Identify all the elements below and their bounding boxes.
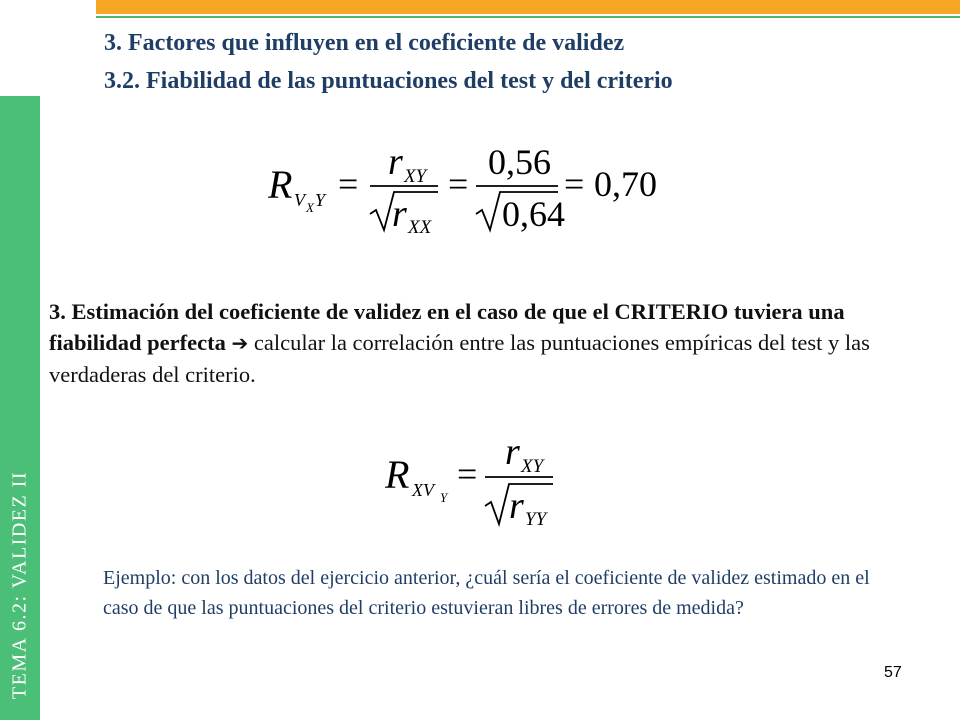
top-accent-rule (96, 16, 960, 18)
formula-1-equals-2: = (448, 164, 469, 204)
formula-2 (385, 428, 585, 538)
formula-1 (268, 140, 668, 240)
formula-1-lhs-main: R (268, 162, 293, 207)
formula-1-num1-main: r (388, 141, 403, 183)
sidebar-label: TEMA 6.2: VALIDEZ II (8, 470, 31, 700)
title-line-1: 3. Factores que influyen en el coeficiente de validez (104, 30, 625, 56)
formula-2-num-sub: XY (521, 456, 544, 477)
page-number: 57 (884, 664, 902, 681)
formula-1-lhs-sub: V (294, 190, 305, 210)
formula-2-lhs-subsub: Y (440, 490, 448, 505)
formula-1-lhs-subsub: X (306, 200, 314, 215)
formula-2-equals: = (457, 454, 478, 494)
formula-2-den-main: r (509, 485, 524, 527)
formula-1-equals-1: = (338, 164, 359, 204)
estimation-normal-text: calcular la correlación entre las puntuaciones empíricas del test y las verdaderas del criterio. (49, 330, 870, 387)
formula-2-lhs-main: R (385, 452, 410, 497)
title-line-2: 3.2. Fiabilidad de las puntuaciones del test y del criterio (104, 68, 673, 94)
estimation-bold-text: 3. Estimación del coeficiente de validez en el caso de que el CRITERIO tuviera una fiabilidad perfecta (49, 299, 845, 355)
example-question: Ejemplo: con los datos del ejercicio anterior, ¿cuál sería el coeficiente de validez estimado en el caso de que las puntuaciones del criterio estuvieran libres de errores de medida? (103, 567, 870, 619)
estimation-paragraph (49, 296, 919, 390)
top-accent-bar (96, 0, 960, 14)
formula-1-den2: 0,64 (502, 194, 565, 234)
formula-1-lhs-sub2: Y (315, 190, 326, 210)
formula-1-den1-main: r (392, 193, 407, 235)
formula-2-lhs-sub: XV (412, 480, 434, 500)
right-arrow-icon: ➔ (231, 331, 249, 355)
formula-1-num1-sub: XY (404, 166, 427, 187)
formula-2-num-main: r (505, 431, 520, 473)
formula-2-den-sub: YY (525, 509, 547, 530)
formula-1-equals-3: = (564, 164, 585, 204)
formula-1-num2: 0,56 (488, 142, 551, 182)
formula-1-result: 0,70 (594, 164, 657, 204)
formula-1-den1-sub: XX (408, 217, 432, 238)
